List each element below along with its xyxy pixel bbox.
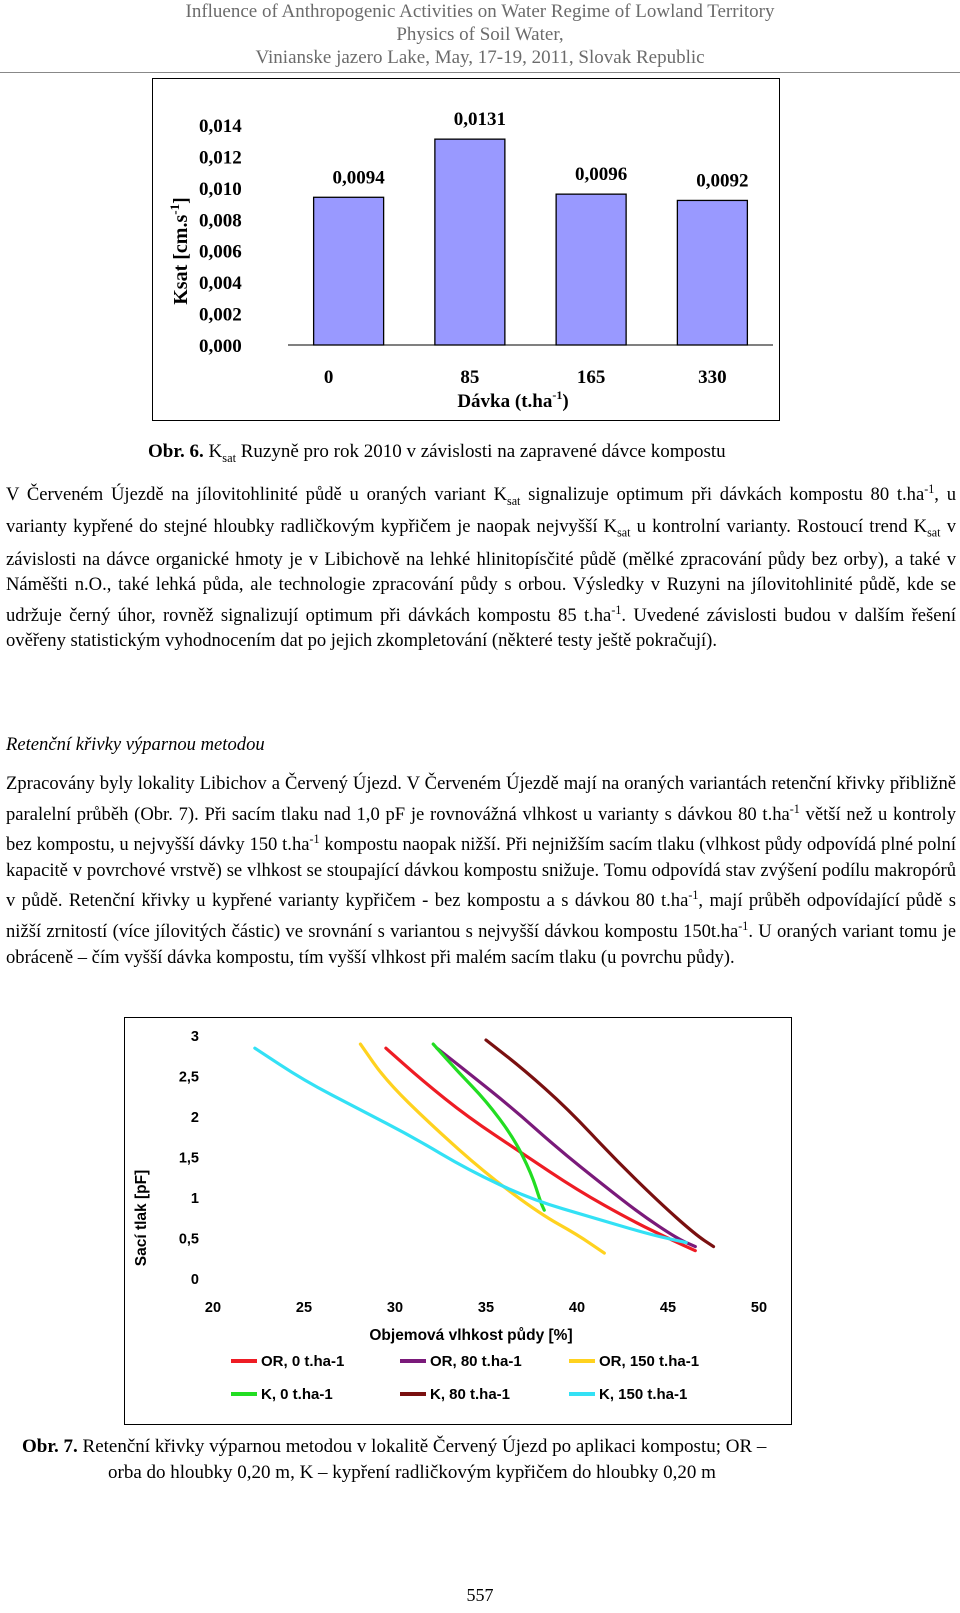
line-y-tick-label: 2,5	[178, 1069, 199, 1086]
p1-sub-3: sat	[927, 526, 941, 541]
p2-sup-2: -1	[309, 832, 320, 847]
bar-x-tick-label: 330	[698, 367, 727, 388]
header-conference: Influence of Anthropogenic Activities on Water Regime of Lowland Territory	[185, 1, 775, 22]
line-y-tick-label: 0	[190, 1272, 199, 1288]
figure-7-label: Obr. 7.	[22, 1436, 78, 1457]
bar-y-tick-label: 0,002	[199, 304, 242, 326]
figure-7-caption	[22, 1434, 942, 1486]
legend-entry: K, 0 t.ha-1	[261, 1386, 333, 1403]
figure-6-sub: sat	[222, 450, 236, 465]
p1-text-6: . Uvedené závislosti budou v dalším řešení ověřeny statistickým vyhodnocením dat po jejich zkompletování (některé testy ještě pokračují).	[6, 604, 956, 652]
page-header	[0, 0, 960, 69]
legend-entry: K, 150 t.ha-1	[599, 1386, 688, 1403]
p1-text-3: , u varianty kypřené do stejné hloubky radličkovým kypřičem je naopak nejvyšší K	[6, 484, 956, 538]
bar-y-tick-label: 0,006	[199, 241, 242, 263]
line-x-tick-label: 25	[295, 1300, 313, 1316]
bar-330	[677, 200, 747, 345]
paragraph-retention	[6, 771, 956, 970]
bar-y-tick-label: 0,000	[199, 336, 242, 357]
figure-6-k: K	[208, 441, 223, 462]
page-number: 557	[466, 1585, 494, 1605]
line-x-tick-label: 35	[477, 1300, 495, 1316]
bar-165	[556, 194, 626, 345]
legend-entry: OR, 150 t.ha-1	[599, 1353, 700, 1370]
bar-data-label: 0,0096	[575, 164, 628, 186]
p2-text-2: větší než u kontroly bez kompostu, u nejvyšší dávky 150 t.ha	[6, 803, 956, 856]
bar-y-tick-label: 0,010	[199, 178, 242, 200]
header-divider	[0, 72, 960, 73]
figure-6-caption	[148, 440, 726, 470]
bar-data-label: 0,0094	[332, 167, 385, 189]
figure-6-label: Obr. 6.	[148, 441, 204, 462]
series-line-or-80-t-ha-1	[437, 1048, 695, 1246]
paragraph-ksat	[6, 477, 956, 654]
bar-0	[314, 197, 384, 345]
legend-entry: OR, 0 t.ha-1	[261, 1353, 345, 1370]
section-title: Retenční křivky výparnou metodou	[6, 734, 265, 755]
line-y-tick-label: 0,5	[178, 1231, 199, 1248]
line-x-tick-label: 30	[386, 1300, 404, 1316]
bar-y-tick-label: 0,012	[199, 147, 242, 169]
bar-x-tick-label: 0	[323, 367, 334, 388]
figure-7-text-1: Retenční křivky výparnou metodou v lokalitě Červený Újezd po aplikaci kompostu; OR –	[77, 1436, 767, 1457]
figure-6-chart	[152, 78, 780, 421]
bar-y-tick-label: 0,004	[199, 273, 242, 295]
line-x-tick-label: 40	[568, 1300, 586, 1316]
bar-data-label: 0,0092	[696, 170, 749, 192]
figure-6-text: Ruzyně pro rok 2010 v závislosti na zapravené dávce kompostu	[236, 441, 726, 462]
bar-x-axis-label: Dávka $(t.ha^{-1})$	[457, 388, 569, 412]
figure-7-caption-line-1	[22, 1434, 942, 1460]
bar-x-tick-label: 85	[460, 367, 480, 388]
series-line-k-80-t-ha-1	[486, 1040, 714, 1247]
p1-text-5: v závislosti na dávce organické hmoty je v Libichově na lehké hlinitopísčité půdě (mělké zpracování půdy bez orby), a také v Náměšti n.O., také lehká půda, ale technologie zpracování půdy s orbou. Výsledky v Ruzyni na jílovitohlinité půdě, kde se udržuje černý úhor, rovněž signalizují optimum při dávkách kompostu 85 t.ha	[6, 516, 956, 626]
p1-sub-1: sat	[507, 493, 521, 508]
p1-sup-2: -1	[611, 602, 622, 617]
p1-text-2: signalizuje optimum při dávkách kompostu 80 t.ha	[520, 484, 925, 506]
line-y-tick-label: 3	[190, 1029, 199, 1045]
p2-sup-4: -1	[738, 919, 749, 934]
line-chart-svg	[125, 1018, 791, 1424]
line-x-tick-label: 50	[750, 1300, 768, 1316]
legend-entry: OR, 80 t.ha-1	[430, 1353, 522, 1370]
line-x-axis-label: Objemová vlhkost půdy [%]	[369, 1327, 573, 1344]
line-y-axis-label: Sací tlak [pF]	[133, 1169, 150, 1267]
p2-text-3: kompostu naopak nižší. Při nejnižším sacím tlaku (vlhkost půdy odpovídá plné polní kapacitě v povrchové vrstvě) se vlhkost se stoupající dávkou kompostu snižuje. Tomu odpovídá stav zvýšení podílu makropórů v půdě. Retenční křivky u kypřené varianty kypřičem - bez kompostu a s dávkou 80 t.ha	[6, 834, 956, 912]
p1-text-4: u kontrolní varianty. Rostoucí trend K	[630, 516, 928, 538]
figure-7-chart	[124, 1017, 792, 1425]
figure-7-caption-line-2: orba do hloubky 0,20 m, K – kypření radličkovým kypřičem do hloubky 0,20 m	[108, 1462, 716, 1483]
p1-sub-2: sat	[617, 526, 631, 541]
bar-y-tick-label: 0,008	[199, 210, 242, 232]
header-session: Physics of Soil Water,	[396, 24, 564, 45]
line-x-tick-label: 20	[204, 1300, 222, 1316]
p1-text-1: V Červeném Újezdě na jílovitohlinité půdě u oraných variant K	[6, 484, 507, 506]
line-y-tick-label: 2	[190, 1110, 199, 1126]
p2-sup-3: -1	[688, 888, 699, 903]
p2-text-4: , mají průběh odpovídající půdě s nižší zrnitostí (více jílovitých částic) ve srovnání s variantou s nejvyšší dávkou kompostu 150t.ha	[6, 890, 956, 943]
p1-sup-1: -1	[924, 482, 935, 496]
p2-text-5: . U oraných variant tomu je obráceně – čím vyšší dávka kompostu, tím vyšší vlhkost při malém sacím tlaku (u povrchu půdy).	[6, 921, 956, 968]
line-y-tick-label: 1	[190, 1191, 199, 1207]
series-line-k-0-t-ha-1	[433, 1044, 544, 1210]
bar-chart-svg	[153, 79, 779, 420]
p2-text-1: Zpracovány byly lokality Libichov a Červený Újezd. V Červeném Újezdě mají na oraných variantách retenční křivky přibližně paralelní průběh (Obr. 7). Při sacím tlaku nad 1,0 pF je rovnovážná vlhkost u varianty s dávkou 80 t.ha	[6, 773, 956, 825]
p2-sup-1: -1	[789, 801, 800, 816]
legend-entry: K, 80 t.ha-1	[430, 1386, 511, 1403]
bar-y-axis-label: Ksat $[cm.s^{-1}]$	[167, 197, 192, 305]
bar-y-tick-label: 0,014	[199, 116, 242, 137]
line-x-tick-label: 45	[659, 1300, 677, 1316]
bar-x-tick-label: 165	[576, 367, 606, 388]
header-venue: Vinianske jazero Lake, May, 17-19, 2011, Slovak Republic	[255, 47, 705, 68]
bar-data-label: 0,0131	[453, 109, 506, 131]
bar-85	[435, 139, 505, 345]
line-y-tick-label: 1,5	[178, 1150, 199, 1167]
series-line-or-150-t-ha-1	[360, 1044, 604, 1253]
